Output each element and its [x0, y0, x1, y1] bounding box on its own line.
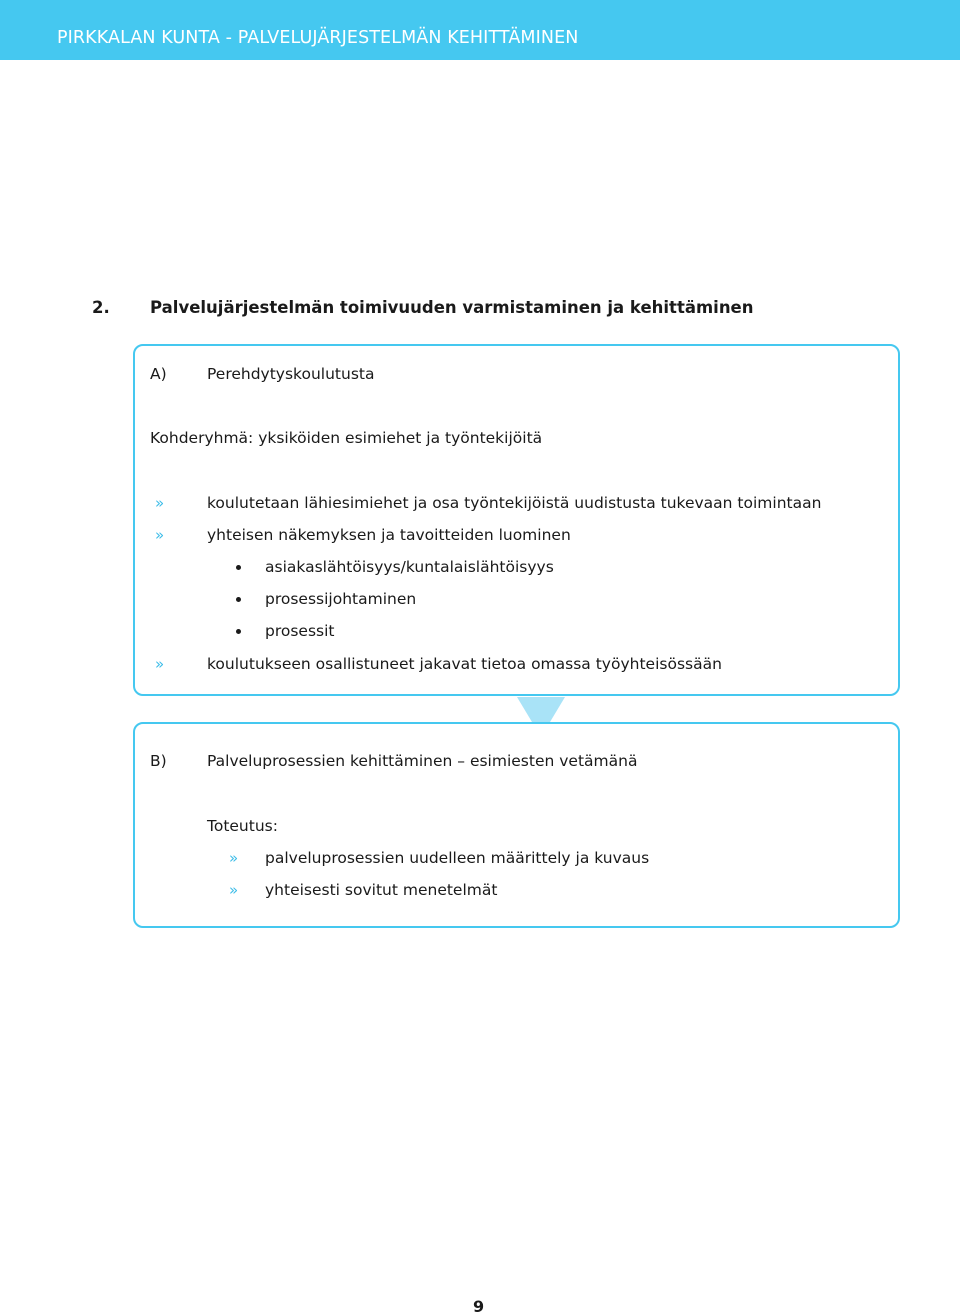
page-number: 9: [473, 1297, 485, 1316]
box-a-label: A): [150, 365, 167, 383]
list-item: yhteisen näkemyksen ja tavoitteiden luominen: [207, 526, 571, 544]
box-b-title: Palveluprosessien kehittäminen – esimiesten vetämänä: [207, 752, 638, 770]
box-a: [133, 344, 900, 696]
item-marker: »: [155, 526, 165, 544]
box-a-title: Perehdytyskoulutusta: [207, 365, 375, 383]
bullet-dot: [236, 565, 241, 570]
header-bar: [0, 0, 960, 60]
section-number: 2.: [92, 298, 110, 317]
target-group: Kohderyhmä: yksiköiden esimiehet ja työntekijöitä: [150, 429, 543, 447]
list-item: yhteisesti sovitut menetelmät: [265, 881, 498, 899]
list-item: koulutetaan lähiesimiehet ja osa työntekijöistä uudistusta tukevaan toimintaan: [207, 494, 822, 512]
item-marker: »: [229, 849, 239, 867]
item-marker: »: [229, 881, 239, 899]
header-title: PIRKKALAN KUNTA - PALVELUJÄRJESTELMÄN KEHITTÄMINEN: [57, 28, 579, 48]
implementation-label: Toteutus:: [207, 817, 278, 835]
item-marker: »: [155, 494, 165, 512]
bullet-dot: [236, 629, 241, 634]
list-item: palveluprosessien uudelleen määrittely ja kuvaus: [265, 849, 650, 867]
box-b-label: B): [150, 752, 167, 770]
sub-list-item: asiakaslähtöisyys/kuntalaislähtöisyys: [265, 558, 554, 576]
sub-list-item: prosessit: [265, 622, 335, 640]
sub-list-item: prosessijohtaminen: [265, 590, 417, 608]
item-marker: »: [155, 655, 165, 673]
bullet-dot: [236, 597, 241, 602]
section-title: Palvelujärjestelmän toimivuuden varmistaminen ja kehittäminen: [150, 298, 754, 317]
list-item: koulutukseen osallistuneet jakavat tietoa omassa työyhteisössään: [207, 655, 722, 673]
